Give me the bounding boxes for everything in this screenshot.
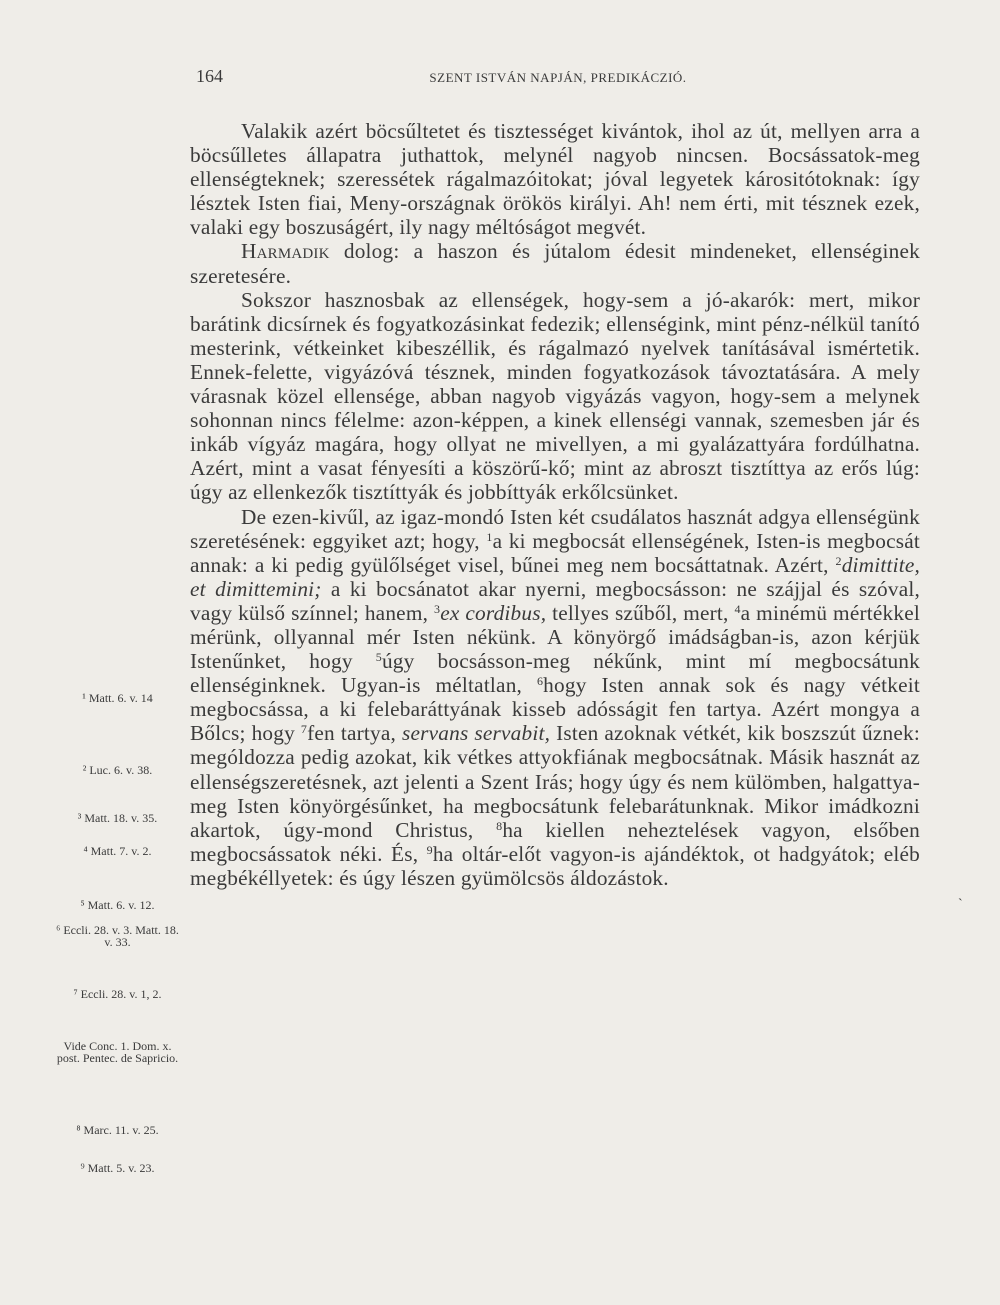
margin-note: ⁵ Matt. 6. v. 12. <box>80 898 155 912</box>
latin-quote: dimittite, et dimittemini; <box>190 552 920 601</box>
page-number: 164 <box>196 66 223 86</box>
note-marker: 1 <box>486 529 493 544</box>
running-head: SZENT ISTVÁN NAPJÁN, PREDIKÁCZIÓ. <box>429 70 687 85</box>
note-marker: 2 <box>835 553 842 568</box>
margin-note: Vide Conc. 1. Dom. x. post. Pentec. de Sapricio. <box>56 1039 179 1065</box>
paragraph-2-lead: Harmadik <box>241 239 330 264</box>
text-run: fen tartya, <box>307 721 402 746</box>
note-marker: 8 <box>496 818 503 833</box>
body-text <box>190 119 920 890</box>
margin-note: ⁷ Eccli. 28. v. 1, 2. <box>73 987 162 1001</box>
text-run: a minémü mértékkel mérünk, ollyannal mér Isten nékünk. A könyörgő imádságban-is, azon kérjük Istenűnket, hogy <box>190 600 921 674</box>
text-run: ha kiellen neheztelések vagyon, elsőben megbocsássatok néki. És, <box>190 817 920 866</box>
note-marker: 3 <box>434 601 441 616</box>
text-run: Isten azoknak vétkét, kik boszszút űznek: mególdozza pedig azokat, kik vétkes attyokfiának megbocsátnak. Másik hasznát az ellenségszeretésnek, azt jelenti a Szent Irás; hogy úgy és nem külömben, halgattya-meg Isten könyörgésűnket, ha megbocsátunk felebarátunknak. Mikor imádkozni akartok, úgy-mond Christus, <box>190 721 920 842</box>
latin-quote: ex cordibus, <box>440 600 547 625</box>
margin-note: ³ Matt. 18. v. 35. <box>77 811 158 825</box>
note-marker: 5 <box>375 650 382 665</box>
text-run: hogy Isten annak sok és nagy vétkeit megbocsássa, a ki felebaráttyának kisseb adósságit fen tartya. Azért mongya a Bőlcs; hogy <box>190 673 921 746</box>
paragraph-3: Sokszor hasznosbak az ellenségek, hogy-sem a jó-akarók: mert, mikor barátink dicsírnek és fogyatkozásinkat fedezik; ellenségink, mint pénz-nélkül tanító mesterink, vétkeinket kibeszéllik, és rágalmazó nyelvek tanításával ismértetik. Ennek-felette, vigyázóvá tésznek, minden fogyatkozások távoztatására. A mely várasnak közel ellensége, abban nagyob vigyázás vagyon, hogy-sem a melynek sohonnan nincs félelme: azon-képpen, a kinek ellenségi vannak, szemesben jár és inkáb vígyáz magára, hogy ollyat ne mivellyen, a mi gyalázattyára fordúlhatna. Azért, mint a vasat fényesíti a köszörű-kő; mint az abroszt tisztíttya az erős lúg: úgy az ellenkezők tisztíttyák és jobbíttyák erkőlcsünket. <box>190 287 920 505</box>
margin-note: ² Luc. 6. v. 38. <box>82 763 153 777</box>
text-run: a ki bocsánatot akar nyerni, megbocsásson: ne szájjal és szóval, vagy külső színnel; hanem, <box>190 576 920 625</box>
page-header <box>196 66 920 96</box>
text-run: De ezen-kivűl, az igaz-mondó Isten két csudálatos hasznát adgya ellenségünk szeretésének: eggyiket azt; hogy, <box>190 504 920 553</box>
margin-note: ¹ Matt. 6. v. 14 <box>82 691 153 705</box>
stray-mark: ˋ <box>958 897 963 912</box>
text-run: úgy bocsásson-meg nékűnk, mint mí megbocsátunk ellenséginknek. Ugyan-is méltatlan, <box>190 649 920 698</box>
text-run: a ki megbocsát ellenségének, Isten-is megbocsát annak: a ki pedig gyülőlséget visel, bűnei meg nem bocsáttatnak. Azért, <box>190 528 921 577</box>
margin-note: ⁶ Eccli. 28. v. 3. Matt. 18. v. 33. <box>56 923 179 949</box>
note-marker: 4 <box>734 601 741 616</box>
latin-quote: servans servabit, <box>401 721 551 746</box>
paragraph-2 <box>190 239 920 287</box>
paragraph-1: Valakik azért böcsűltetet és tisztességet kivántok, ihol az út, mellyen arra a böcsűlletes állapatra juthattok, melynél nagyob nincsen. Bocsássatok-meg ellenségteknek; szeressétek rágalmazóitokat; jóval legyetek kárositótoknak: így lésztek Isten fiai, Meny-országnak örökös királyi. Ah! nem érti, mit tésznek ezek, valaki egy boszuságért, ily nagy méltóságot megvét. <box>190 119 920 240</box>
note-marker: 6 <box>536 674 544 689</box>
paragraph-4 <box>190 505 920 891</box>
text-run: ha oltár-előt vagyon-is ajándéktok, ot hadgyátok; eléb megbékéllyetek: és úgy lészen gyümölcsös áldozástok. <box>190 841 920 890</box>
note-marker: 9 <box>426 842 433 857</box>
margin-note: ⁸ Marc. 11. v. 25. <box>76 1123 159 1137</box>
margin-note: ⁴ Matt. 7. v. 2. <box>83 844 152 858</box>
margin-note: ⁹ Matt. 5. v. 23. <box>80 1161 155 1175</box>
note-marker: 7 <box>300 722 308 737</box>
paragraph-2-text: dolog: a haszon és jútalom édesit mindeneket, ellenséginek szeretesére. <box>190 239 920 288</box>
text-run: tellyes szűből, mert, <box>546 600 735 625</box>
